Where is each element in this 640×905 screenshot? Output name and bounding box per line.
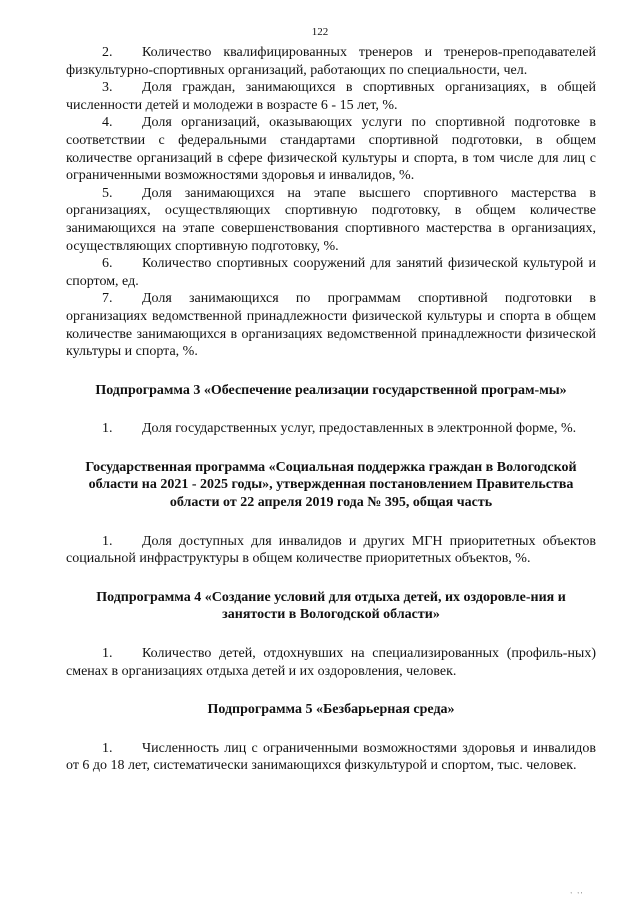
spacer (66, 568, 596, 589)
list-item: 1. Численность лиц с ограниченными возможностями здоровья и инвалидов от 6 до 18 лет, систематически занимающихся физкультурой и спортом, тыс. человек. (66, 740, 596, 774)
subprogram-4-heading: Подпрограмма 4 «Создание условий для отдыха детей, их оздоровле-ния и занятости в Вологодской области» (96, 589, 566, 623)
list-item: 1. Доля доступных для инвалидов и других МГН приоритетных объектов социальной инфраструктуры в общем количестве приоритетных объектов, %. (66, 533, 596, 567)
spacer (66, 680, 596, 701)
list-item: 6. Количество спортивных сооружений для занятий физической культурой и спортом, ед. (66, 256, 596, 289)
spacer (66, 399, 596, 420)
state-program-heading: Государственная программа «Социальная поддержка граждан в Вологодской области на 2021 - 2025 годы», утвержденная постановлением Правительства области от 22 апреля 2019 года № 395, общая часть (85, 459, 577, 511)
list-item: 7. Доля занимающихся по программам спортивной подготовки в организациях ведомственной принадлежности физической культуры и спорта в общем количестве занимающихся в организациях ведомственной принадлежности физической культуры и спорта, %. (66, 291, 596, 360)
spacer (66, 361, 596, 382)
list-item: 3. Доля граждан, занимающихся в спортивных организациях, в общей численности детей и молодежи в возрасте 6 - 15 лет, %. (66, 80, 596, 113)
subprogram-5-heading: Подпрограмма 5 «Безбарьерная среда» (207, 702, 455, 718)
spacer (66, 438, 596, 459)
list-item: 4. Доля организаций, оказывающих услуги по спортивной подготовке в соответствии с федеральными стандартами спортивной подготовки, в общем количестве организаций в сфере физической культуры и спорта, в том числе для лиц с ограниченными возможностями здоровья и инвалидов, %. (66, 115, 596, 184)
footer-mark: ' '' (570, 891, 584, 899)
spacer (66, 512, 596, 533)
list-item: 1. Доля государственных услуг, предоставленных в электронной форме, %. (102, 421, 577, 437)
document-body (66, 44, 596, 775)
list-item: 5. Доля занимающихся на этапе высшего спортивного мастерства в организациях, осуществляющих спортивную подготовку, в общем количестве занимающихся на этапе совершенствования спортивного мастерства в организациях, осуществляющих спортивную подготовку, %. (66, 185, 596, 254)
subprogram-3-heading: Подпрограмма 3 «Обеспечение реализации государственной програм-мы» (95, 382, 567, 398)
list-item: 1. Количество детей, отдохнувших на специализированных (профиль-ных) сменах в организациях отдыха детей и их оздоровления, человек. (66, 646, 596, 679)
spacer (66, 624, 596, 645)
page-number: 122 (311, 26, 329, 38)
list-item: 2. Количество квалифицированных тренеров и тренеров-преподавателей физкультурно-спортивных организаций, работающих по специальности, чел. (66, 45, 596, 78)
spacer (66, 719, 596, 740)
